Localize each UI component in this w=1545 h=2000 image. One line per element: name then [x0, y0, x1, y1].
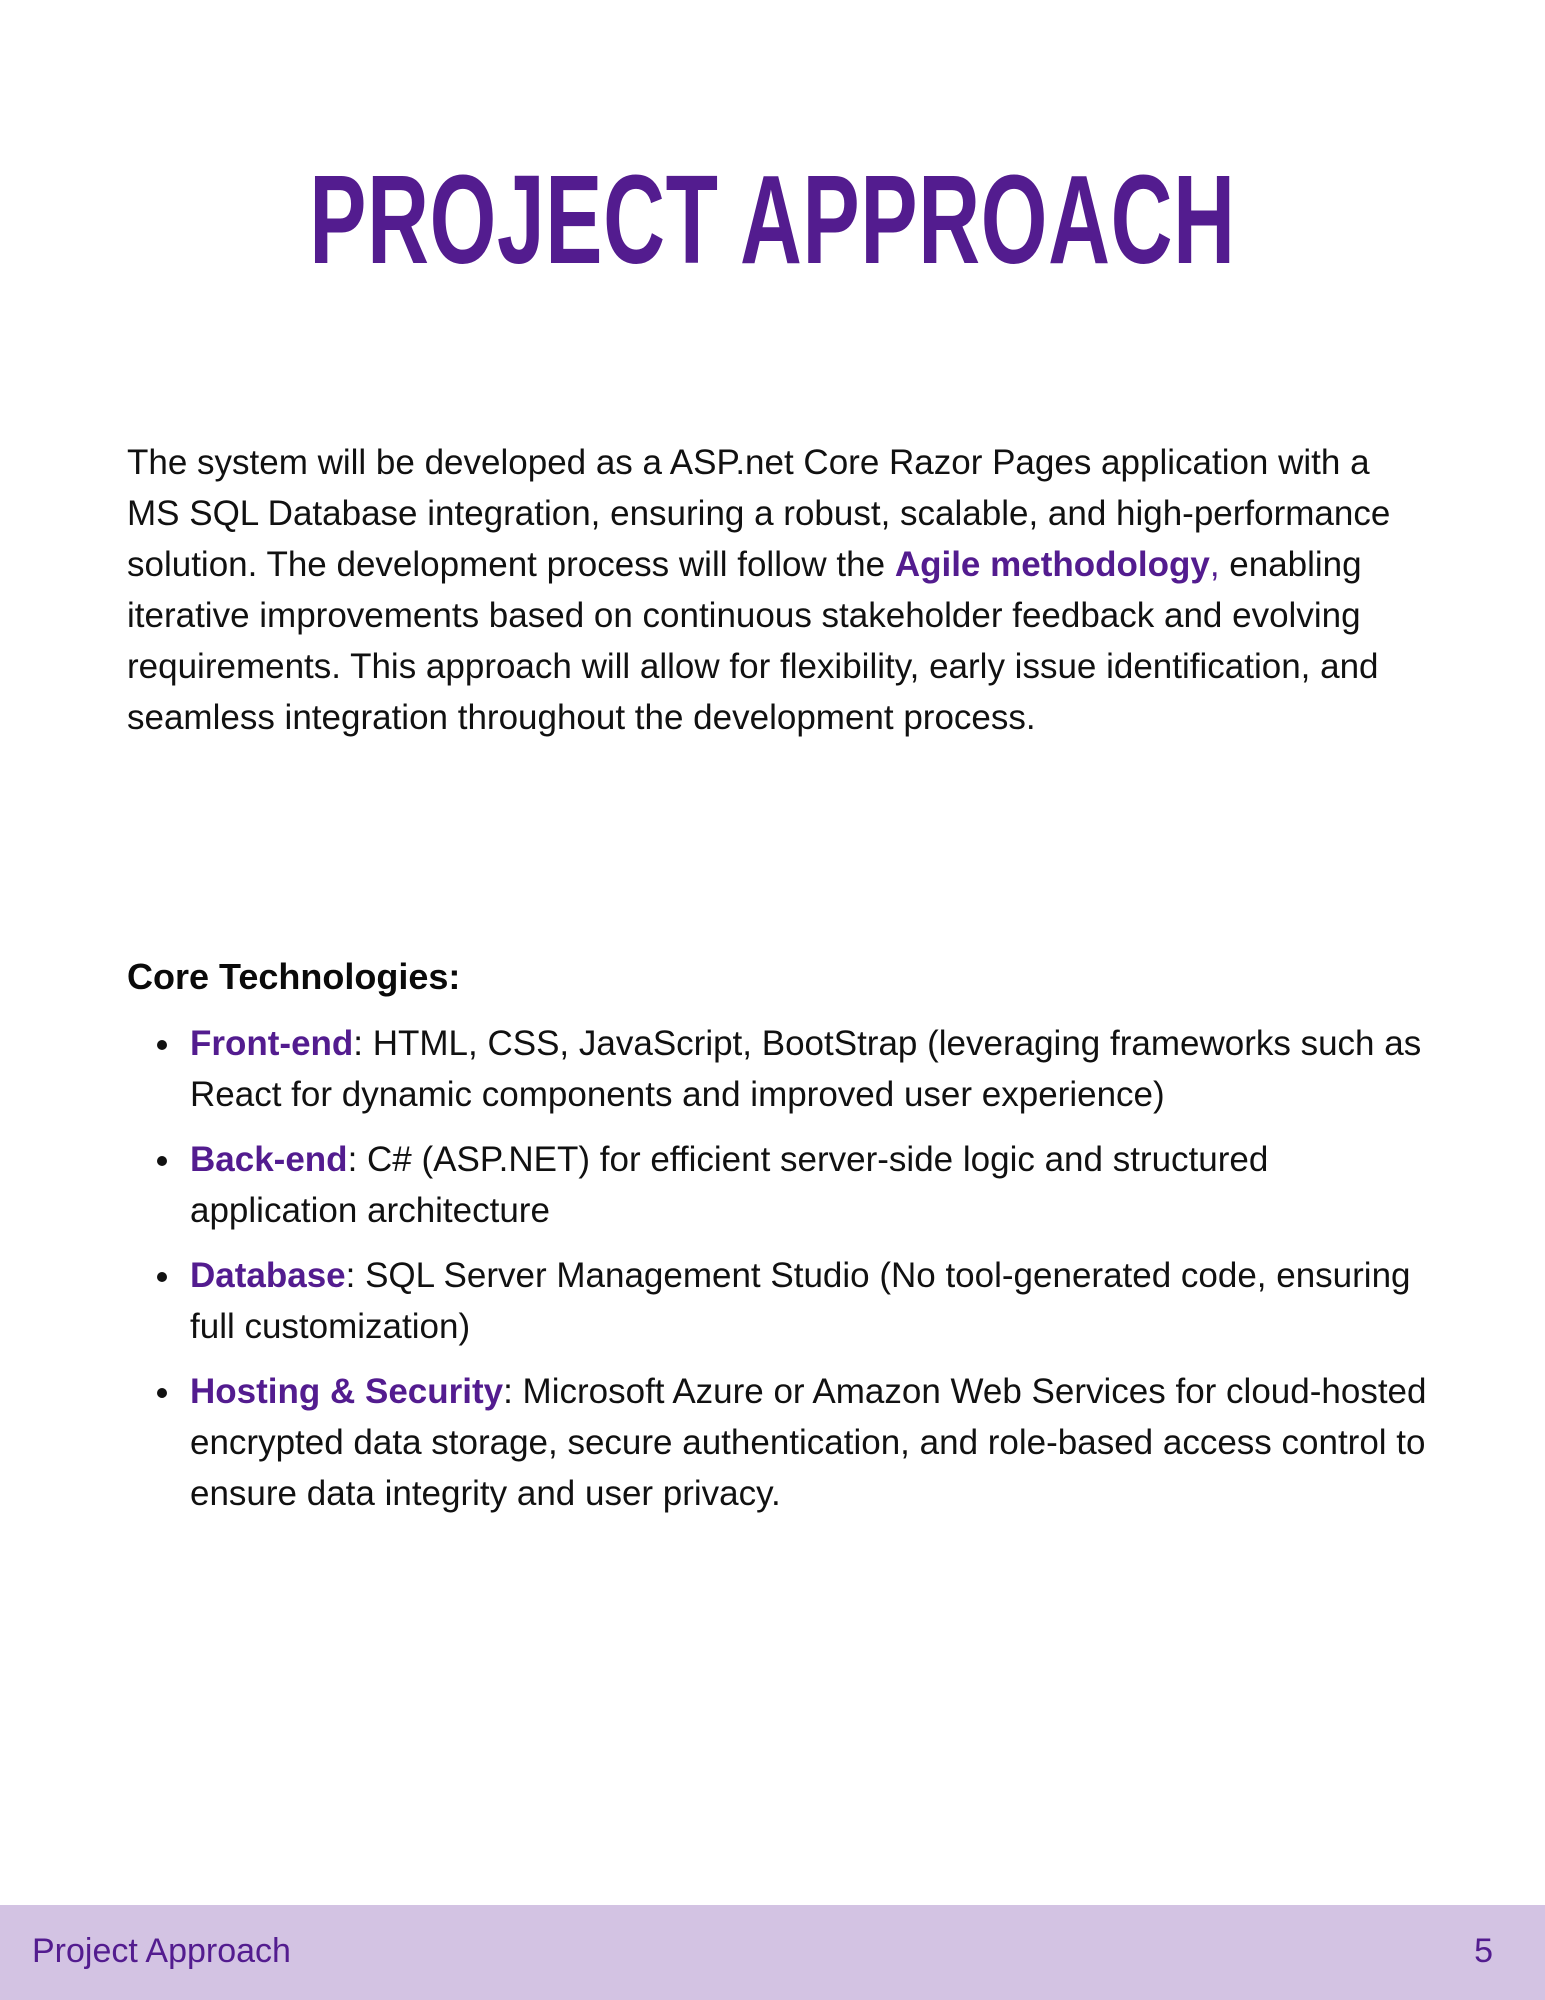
technology-label: Hosting & Security	[190, 1372, 504, 1411]
technology-description: : C# (ASP.NET) for efficient server-side logic and structured application architecture	[190, 1140, 1269, 1230]
intro-text-after: enabling iterative improvements based on continuous stakeholder feedback and evolving requirements. This approach will allow for flexibility, early issue identification, and seamless integration throughout the development process.	[127, 545, 1379, 737]
technology-description: : HTML, CSS, JavaScript, BootStrap (leveraging frameworks such as React for dynamic components and improved user experience)	[190, 1024, 1422, 1114]
technology-description: : Microsoft Azure or Amazon Web Services for cloud-hosted encrypted data storage, secure authentication, and role-based access control to ensure data integrity and user privacy.	[190, 1372, 1427, 1513]
intro-paragraph	[127, 437, 1427, 743]
technology-item-hosting-security	[127, 1366, 1427, 1519]
page-title: PROJECT APPROACH	[309, 149, 1236, 290]
technology-item-database	[127, 1250, 1427, 1352]
bullet-icon	[157, 1040, 167, 1050]
technology-label: Database	[190, 1256, 346, 1295]
bullet-icon	[157, 1156, 167, 1166]
agile-methodology-highlight: Agile methodology	[894, 545, 1210, 584]
bullet-icon	[157, 1272, 167, 1282]
page-number: 5	[1474, 1932, 1493, 1970]
highlight-comma: ,	[1209, 545, 1220, 584]
page-footer	[0, 1905, 1545, 2000]
intro-text-before: The system will be developed as a ASP.net Core Razor Pages application with a MS SQL Database integration, ensuring a robust, scalable, and high-performance solution. The development process will follow the	[127, 443, 1391, 584]
technology-label: Front-end	[190, 1024, 354, 1063]
core-technologies-heading: Core Technologies:	[127, 956, 461, 997]
technology-item-front-end	[127, 1018, 1427, 1120]
footer-label: Project Approach	[32, 1932, 291, 1970]
technology-item-back-end	[127, 1134, 1427, 1236]
technology-description: : SQL Server Management Studio (No tool-generated code, ensuring full customization)	[190, 1256, 1411, 1346]
bullet-icon	[157, 1388, 167, 1398]
technology-label: Back-end	[190, 1140, 348, 1179]
core-technologies-list	[127, 1018, 1427, 1533]
